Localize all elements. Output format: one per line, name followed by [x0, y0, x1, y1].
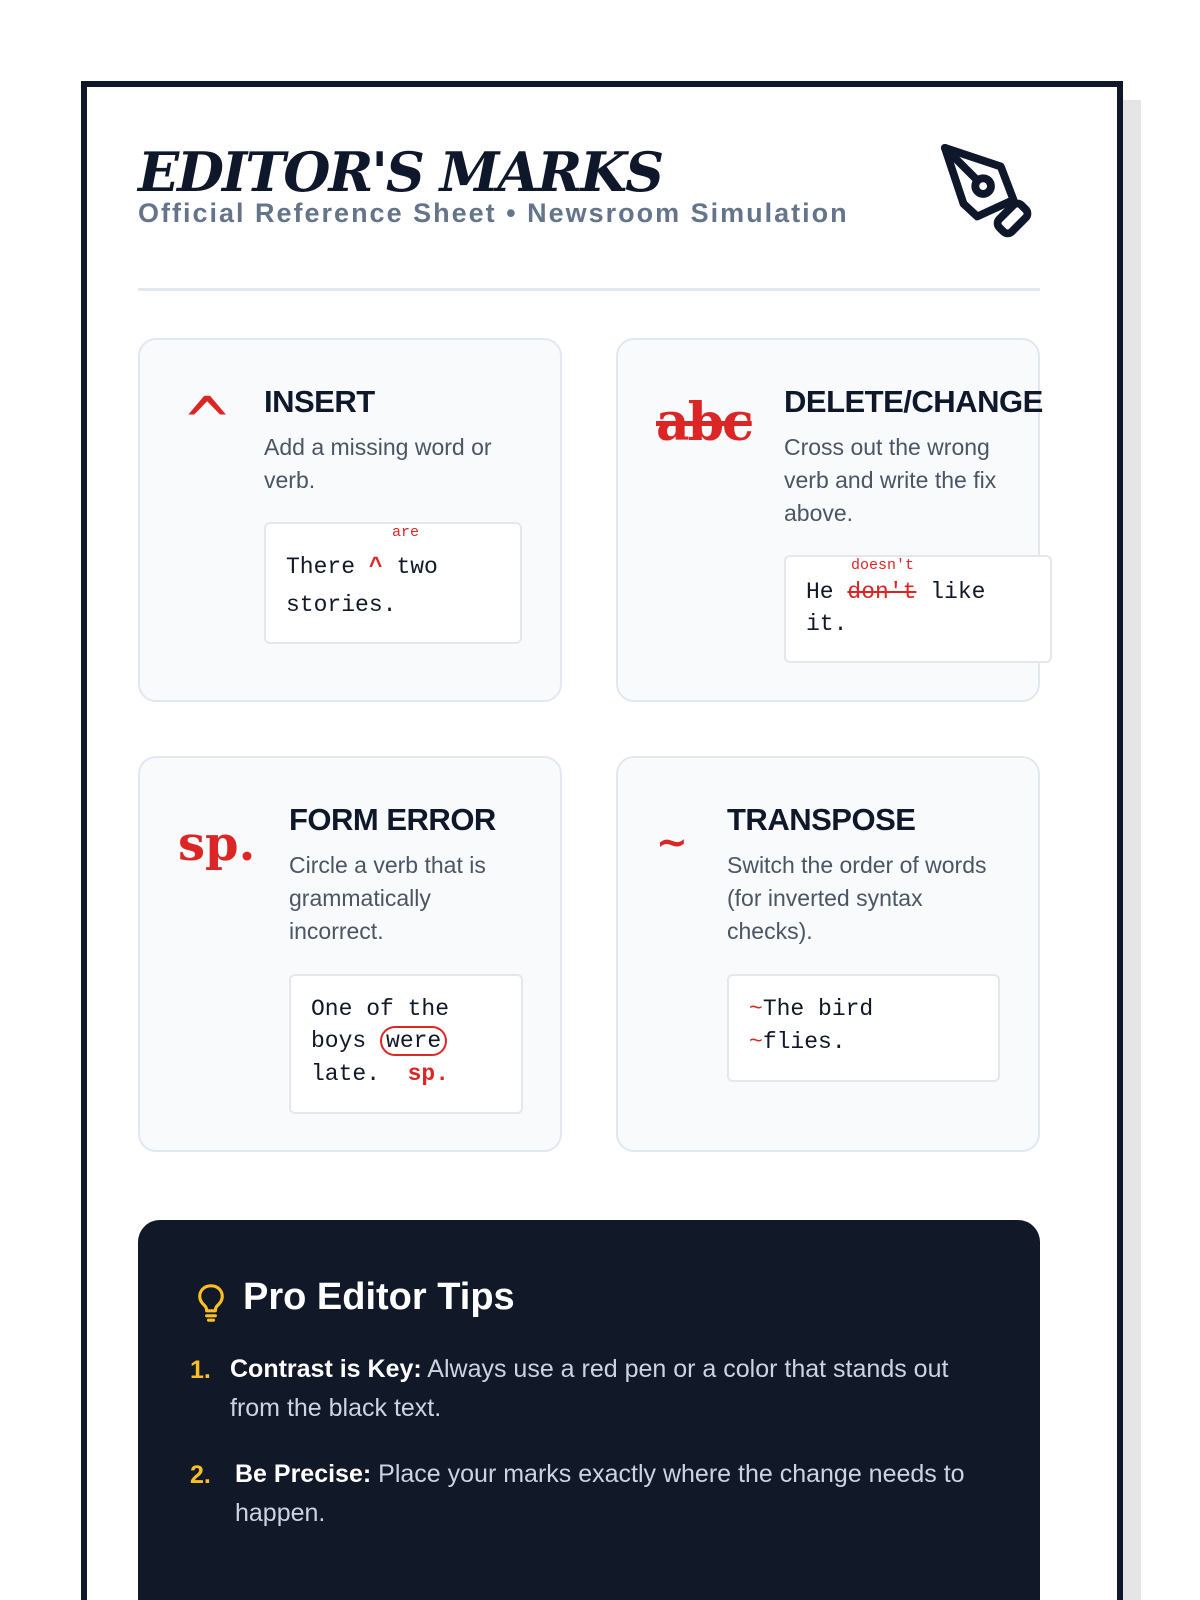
pro-tips-panel	[138, 1220, 1040, 1600]
pen-nib-icon	[940, 143, 1038, 241]
transpose-card	[616, 756, 1040, 1152]
tip-text: Place your marks exactly where the change needs to happen.	[235, 1460, 965, 1527]
example-line	[311, 1061, 449, 1087]
card-title: TRANSPOSE	[727, 802, 916, 837]
example-line	[749, 996, 873, 1022]
example-text: The bird	[762, 996, 874, 1022]
page-title: EDITOR'S MARKS	[138, 140, 663, 204]
tip-label: Be Precise:	[235, 1460, 372, 1488]
example-text: like	[916, 579, 986, 605]
delete-change-card	[616, 338, 1043, 702]
sp-symbol: sp.	[178, 816, 256, 872]
card-title: INSERT	[264, 384, 375, 419]
strikethrough-symbol: abc	[656, 392, 752, 453]
example-line	[749, 1029, 846, 1055]
tip-item	[235, 1455, 1000, 1533]
example-line	[806, 579, 985, 605]
card-description: Cross out the wrong verb and write the fix above.	[784, 434, 997, 526]
example-box	[289, 974, 523, 1114]
lightbulb-icon	[196, 1282, 226, 1322]
card-description: Add a missing word or verb.	[264, 434, 492, 493]
example-box	[264, 522, 522, 644]
caret-symbol: ^	[182, 382, 233, 464]
example-box	[784, 555, 1052, 663]
insert-card	[138, 338, 562, 702]
tilde-symbol: ~	[656, 820, 688, 864]
example-line	[286, 554, 438, 580]
example-text: late.	[311, 1061, 381, 1087]
card-title: DELETE/CHANGE	[784, 384, 1043, 419]
example-text: two	[382, 554, 438, 580]
struck-word: don't	[847, 579, 917, 605]
circled-verb: were	[380, 1026, 447, 1056]
example-line: stories.	[286, 592, 397, 618]
tip-number: 2.	[190, 1461, 211, 1489]
tip-number: 1.	[190, 1356, 211, 1384]
example-line	[311, 1028, 447, 1054]
card-title: FORM ERROR	[289, 802, 496, 837]
header-divider	[138, 288, 1040, 291]
insertion-word: are	[392, 524, 420, 541]
caret-mark: ^	[368, 554, 383, 580]
example-line: it.	[806, 611, 848, 637]
tip-item	[230, 1350, 1000, 1428]
sp-mark: sp.	[407, 1061, 450, 1087]
sheet-header	[138, 140, 1038, 290]
example-text: He	[806, 579, 848, 605]
example-text: There	[286, 554, 369, 580]
example-text: boys	[311, 1028, 381, 1054]
form-error-card	[138, 756, 562, 1152]
tilde-mark: ~	[749, 996, 763, 1022]
tip-text: Always use a red pen or a color that stands out from the black text.	[230, 1355, 949, 1422]
tip-label: Contrast is Key:	[230, 1355, 422, 1383]
example-box	[727, 974, 1000, 1082]
example-text: flies.	[762, 1029, 846, 1055]
example-line: One of the	[311, 996, 450, 1022]
page-subtitle: Official Reference Sheet • Newsroom Simulation	[138, 198, 849, 228]
tips-title: Pro Editor Tips	[243, 1276, 515, 1318]
replacement-word: doesn't	[851, 557, 915, 574]
tilde-mark: ~	[749, 1029, 763, 1055]
card-description: Switch the order of words (for inverted syntax checks).	[727, 852, 987, 944]
card-description: Circle a verb that is grammatically incorrect.	[289, 852, 486, 944]
